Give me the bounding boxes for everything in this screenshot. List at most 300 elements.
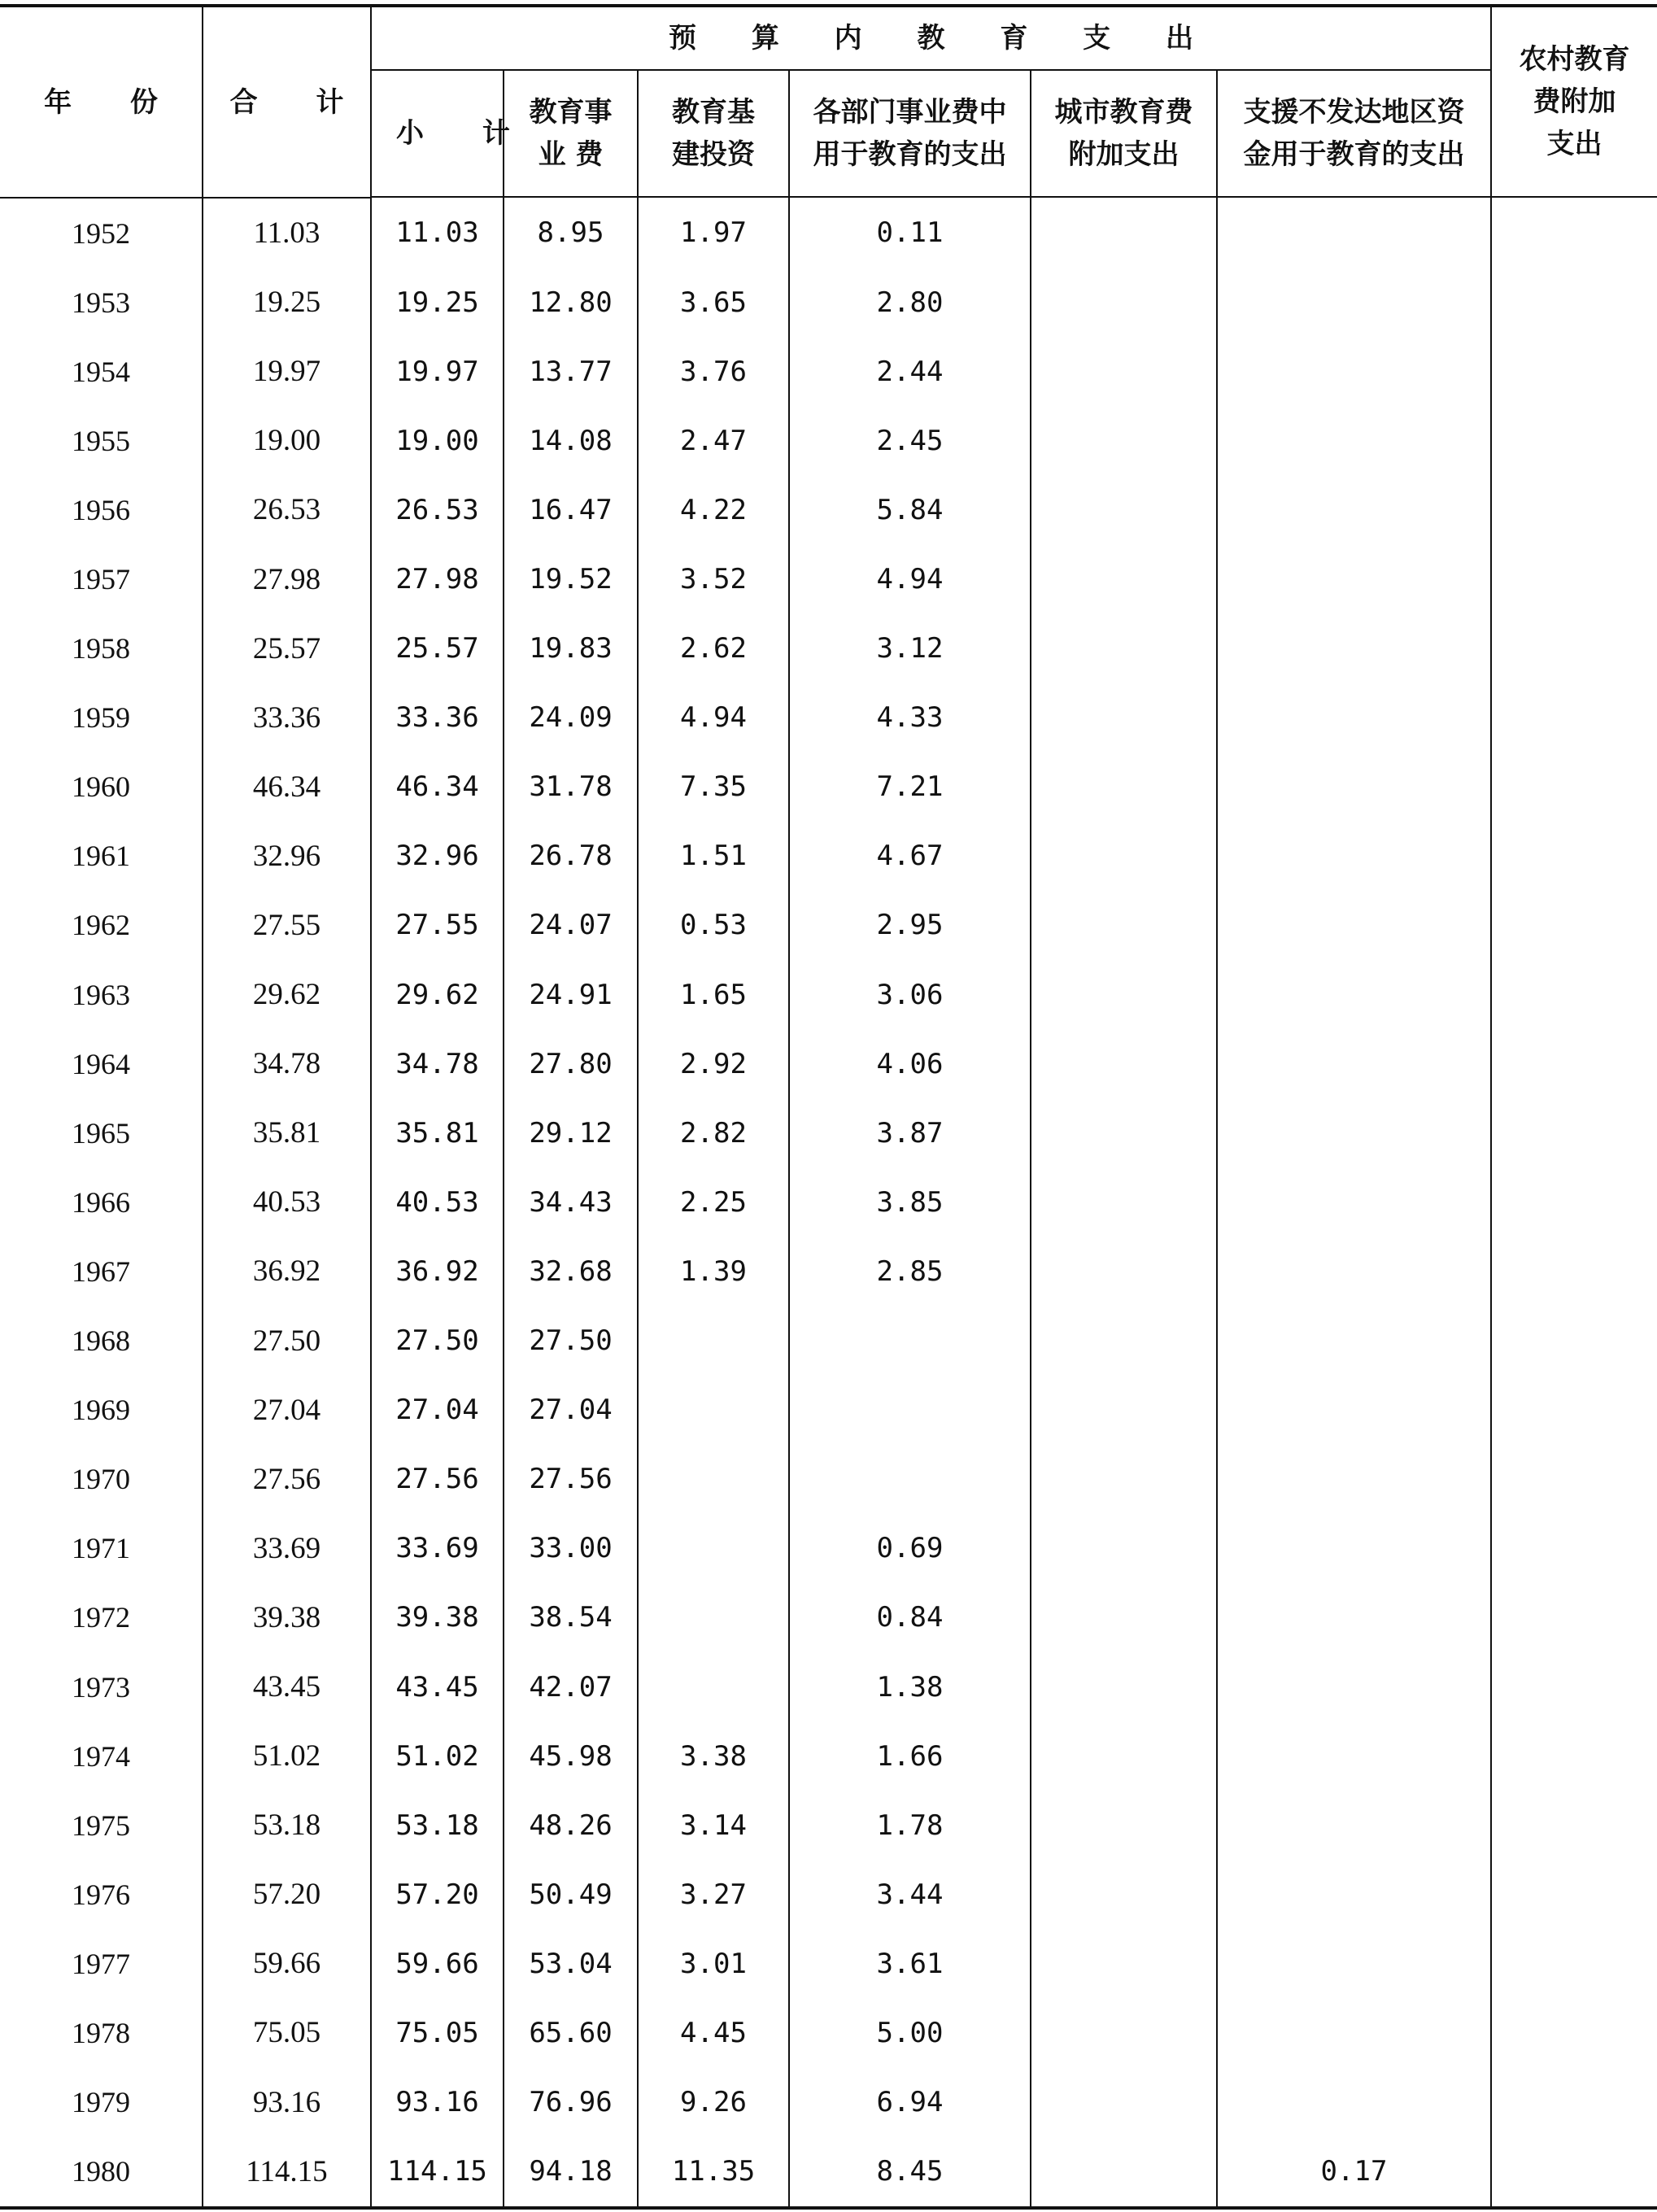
table-row — [0, 1998, 1657, 2067]
cell-year: 1960 — [72, 770, 130, 804]
cell-dept-edu: 1.66 — [789, 1721, 1031, 1791]
cell-underdeveloped — [1217, 614, 1491, 683]
cell-edu-capital: 3.14 — [638, 1791, 789, 1860]
cell-edu-operating: 16.47 — [504, 475, 638, 544]
cell-rural-surcharge — [1491, 891, 1657, 960]
cell-urban-surcharge — [1031, 960, 1217, 1029]
table-row — [0, 198, 1657, 268]
cell-subtotal: 93.16 — [371, 2068, 504, 2137]
cell-urban-surcharge — [1031, 753, 1217, 822]
cell-edu-operating: 13.77 — [504, 337, 638, 406]
cell-year: 1958 — [72, 632, 130, 665]
cell-underdeveloped — [1217, 1445, 1491, 1514]
cell-dept-edu: 7.21 — [789, 753, 1031, 822]
cell-edu-capital: 3.65 — [638, 268, 789, 337]
cell-total: 27.04 — [203, 1376, 371, 1445]
cell-rural-surcharge — [1491, 822, 1657, 891]
cell-urban-surcharge — [1031, 337, 1217, 406]
cell-edu-operating: 38.54 — [504, 1583, 638, 1652]
cell-subtotal: 114.15 — [371, 2137, 504, 2208]
cell-edu-capital: 9.26 — [638, 2068, 789, 2137]
cell-year: 1978 — [72, 2016, 130, 2049]
cell-edu-capital: 3.38 — [638, 1721, 789, 1791]
cell-urban-surcharge — [1031, 1721, 1217, 1791]
cell-dept-edu — [789, 1376, 1031, 1445]
cell-subtotal: 43.45 — [371, 1652, 504, 1721]
cell-dept-edu — [789, 1445, 1031, 1514]
cell-underdeveloped — [1217, 1514, 1491, 1583]
table-body — [0, 198, 1657, 2208]
cell-edu-operating: 26.78 — [504, 822, 638, 891]
cell-edu-capital — [638, 1514, 789, 1583]
cell-edu-operating: 19.83 — [504, 614, 638, 683]
cell-urban-surcharge — [1031, 1583, 1217, 1652]
cell-dept-edu: 3.12 — [789, 614, 1031, 683]
cell-dept-edu: 8.45 — [789, 2137, 1031, 2208]
cell-subtotal: 27.56 — [371, 1445, 504, 1514]
cell-year: 1959 — [72, 701, 130, 735]
cell-subtotal: 27.50 — [371, 1307, 504, 1376]
cell-rural-surcharge — [1491, 198, 1657, 268]
cell-urban-surcharge — [1031, 198, 1217, 268]
cell-urban-surcharge — [1031, 1167, 1217, 1237]
cell-dept-edu: 5.84 — [789, 475, 1031, 544]
cell-subtotal: 75.05 — [371, 1998, 504, 2067]
table-row — [0, 475, 1657, 544]
cell-rural-surcharge — [1491, 1929, 1657, 1998]
table-row — [0, 1098, 1657, 1167]
header-urban-surcharge-line-1: 城市教育费 — [1054, 96, 1193, 129]
cell-year: 1962 — [72, 909, 130, 942]
cell-year: 1966 — [72, 1185, 130, 1219]
cell-year: 1980 — [0, 2137, 203, 2208]
cell-year: 1972 — [72, 1601, 130, 1634]
table-row — [0, 1791, 1657, 1860]
cell-total: 43.45 — [203, 1652, 371, 1721]
cell-edu-operating: 27.56 — [504, 1445, 638, 1514]
cell-dept-edu: 0.69 — [789, 1514, 1031, 1583]
table-row — [0, 1514, 1657, 1583]
cell-edu-capital: 2.82 — [638, 1098, 789, 1167]
cell-dept-edu: 2.44 — [789, 337, 1031, 406]
header-budget-group-label: 预 算 内 教 育 支 出 — [668, 22, 1217, 55]
cell-urban-surcharge — [1031, 1791, 1217, 1860]
cell-edu-operating: 34.43 — [504, 1167, 638, 1237]
header-underdeveloped-line-1: 支援不发达地区资 — [1243, 96, 1465, 129]
table-row — [0, 1860, 1657, 1929]
cell-urban-surcharge — [1031, 891, 1217, 960]
cell-edu-capital: 3.27 — [638, 1860, 789, 1929]
cell-subtotal: 33.69 — [371, 1514, 504, 1583]
cell-urban-surcharge — [1031, 475, 1217, 544]
education-expenditure-table-container — [0, 4, 1657, 2210]
cell-rural-surcharge — [1491, 2137, 1657, 2208]
cell-edu-capital — [638, 1445, 789, 1514]
cell-subtotal: 36.92 — [371, 1237, 504, 1306]
header-underdeveloped — [1217, 70, 1491, 197]
cell-rural-surcharge — [1491, 1445, 1657, 1514]
header-dept-edu-line-2: 用于教育的支出 — [813, 138, 1007, 171]
cell-urban-surcharge — [1031, 1860, 1217, 1929]
cell-edu-operating: 27.50 — [504, 1307, 638, 1376]
header-edu-operating-line-1: 教育事 — [529, 96, 613, 129]
cell-urban-surcharge — [1031, 1237, 1217, 1306]
cell-year: 1956 — [72, 493, 130, 526]
cell-dept-edu: 3.44 — [789, 1860, 1031, 1929]
header-underdeveloped-line-2: 金用于教育的支出 — [1243, 138, 1465, 171]
cell-dept-edu: 3.06 — [789, 960, 1031, 1029]
cell-dept-edu: 4.67 — [789, 822, 1031, 891]
cell-year: 1954 — [72, 355, 130, 388]
cell-edu-capital: 3.52 — [638, 544, 789, 613]
header-urban-surcharge — [1031, 70, 1217, 197]
header-total-label: 合 计 — [229, 85, 368, 119]
cell-edu-operating: 27.80 — [504, 1029, 638, 1098]
cell-urban-surcharge — [1031, 1652, 1217, 1721]
cell-underdeveloped — [1217, 475, 1491, 544]
cell-total: 36.92 — [203, 1237, 371, 1306]
cell-subtotal: 51.02 — [371, 1721, 504, 1791]
cell-urban-surcharge — [1031, 1098, 1217, 1167]
cell-rural-surcharge — [1491, 1514, 1657, 1583]
cell-dept-edu: 2.95 — [789, 891, 1031, 960]
table-row — [0, 2068, 1657, 2137]
cell-year: 1964 — [72, 1047, 130, 1080]
cell-total: 57.20 — [203, 1860, 371, 1929]
cell-subtotal: 19.97 — [371, 337, 504, 406]
cell-urban-surcharge — [1031, 1445, 1217, 1514]
cell-underdeveloped — [1217, 1791, 1491, 1860]
table-row — [0, 1445, 1657, 1514]
cell-edu-capital: 4.45 — [638, 1998, 789, 2067]
cell-underdeveloped — [1217, 406, 1491, 475]
cell-urban-surcharge — [1031, 1998, 1217, 2067]
cell-rural-surcharge — [1491, 1583, 1657, 1652]
cell-underdeveloped — [1217, 753, 1491, 822]
cell-underdeveloped — [1217, 1998, 1491, 2067]
cell-year: 1977 — [72, 1947, 130, 1980]
cell-edu-capital: 0.53 — [638, 891, 789, 960]
cell-total: 59.66 — [203, 1929, 371, 1998]
cell-rural-surcharge — [1491, 1029, 1657, 1098]
cell-edu-capital: 2.47 — [638, 406, 789, 475]
cell-rural-surcharge — [1491, 1860, 1657, 1929]
header-year — [0, 6, 203, 197]
table-row — [0, 1652, 1657, 1721]
table-row — [0, 891, 1657, 960]
cell-subtotal: 33.36 — [371, 683, 504, 753]
cell-total: 35.81 — [203, 1098, 371, 1167]
cell-year: 1963 — [72, 978, 130, 1011]
table-row — [0, 1583, 1657, 1652]
cell-subtotal: 11.03 — [371, 198, 504, 268]
cell-edu-operating: 45.98 — [504, 1721, 638, 1791]
cell-subtotal: 29.62 — [371, 960, 504, 1029]
cell-dept-edu: 0.11 — [789, 198, 1031, 268]
cell-subtotal: 25.57 — [371, 614, 504, 683]
cell-year: 1955 — [72, 424, 130, 457]
table-row — [0, 2137, 1657, 2208]
cell-urban-surcharge — [1031, 683, 1217, 753]
cell-urban-surcharge — [1031, 2068, 1217, 2137]
cell-edu-capital: 3.01 — [638, 1929, 789, 1998]
cell-dept-edu: 4.33 — [789, 683, 1031, 753]
cell-edu-capital: 4.94 — [638, 683, 789, 753]
cell-rural-surcharge — [1491, 544, 1657, 613]
table-row — [0, 1237, 1657, 1306]
header-edu-capital-line-1: 教育基 — [672, 96, 755, 129]
cell-dept-edu: 4.06 — [789, 1029, 1031, 1098]
cell-rural-surcharge — [1491, 268, 1657, 337]
cell-total: 93.16 — [203, 2068, 371, 2137]
cell-dept-edu: 3.85 — [789, 1167, 1031, 1237]
cell-urban-surcharge — [1031, 544, 1217, 613]
cell-edu-operating: 32.68 — [504, 1237, 638, 1306]
cell-dept-edu: 4.94 — [789, 544, 1031, 613]
cell-edu-operating: 19.52 — [504, 544, 638, 613]
cell-total: 26.53 — [203, 475, 371, 544]
cell-edu-capital — [638, 1307, 789, 1376]
cell-total: 33.36 — [203, 683, 371, 753]
cell-edu-operating: 65.60 — [504, 1998, 638, 2067]
table-row — [0, 268, 1657, 337]
cell-rural-surcharge — [1491, 337, 1657, 406]
cell-edu-operating: 31.78 — [504, 753, 638, 822]
cell-edu-operating: 14.08 — [504, 406, 638, 475]
cell-rural-surcharge — [1491, 1098, 1657, 1167]
cell-dept-edu: 3.87 — [789, 1098, 1031, 1167]
header-edu-capital — [638, 70, 789, 197]
cell-urban-surcharge — [1031, 1307, 1217, 1376]
cell-underdeveloped — [1217, 2068, 1491, 2137]
cell-rural-surcharge — [1491, 1307, 1657, 1376]
cell-rural-surcharge — [1491, 683, 1657, 753]
header-rural-surcharge-line-3: 支出 — [1546, 128, 1602, 160]
cell-rural-surcharge — [1491, 1167, 1657, 1237]
header-rural-surcharge — [1491, 6, 1657, 197]
cell-total: 25.57 — [203, 614, 371, 683]
cell-subtotal: 27.04 — [371, 1376, 504, 1445]
cell-edu-operating: 33.00 — [504, 1514, 638, 1583]
cell-edu-capital: 7.35 — [638, 753, 789, 822]
cell-edu-capital: 2.25 — [638, 1167, 789, 1237]
cell-underdeveloped — [1217, 1583, 1491, 1652]
cell-edu-capital: 1.65 — [638, 960, 789, 1029]
cell-dept-edu: 1.38 — [789, 1652, 1031, 1721]
cell-year: 1965 — [72, 1116, 130, 1150]
cell-edu-capital: 1.97 — [638, 198, 789, 268]
cell-subtotal: 53.18 — [371, 1791, 504, 1860]
cell-year: 1957 — [72, 563, 130, 596]
cell-edu-operating: 53.04 — [504, 1929, 638, 1998]
cell-year: 1971 — [72, 1532, 130, 1565]
header-year-label: 年 份 — [44, 85, 182, 119]
cell-underdeveloped — [1217, 1098, 1491, 1167]
cell-dept-edu: 1.78 — [789, 1791, 1031, 1860]
cell-dept-edu: 2.45 — [789, 406, 1031, 475]
header-rural-surcharge-line-2: 费附加 — [1533, 85, 1616, 118]
cell-urban-surcharge — [1031, 1029, 1217, 1098]
cell-subtotal: 27.98 — [371, 544, 504, 613]
cell-edu-operating: 50.49 — [504, 1860, 638, 1929]
cell-subtotal: 35.81 — [371, 1098, 504, 1167]
cell-urban-surcharge — [1031, 614, 1217, 683]
cell-rural-surcharge — [1491, 406, 1657, 475]
cell-year: 1953 — [72, 286, 130, 319]
cell-subtotal: 27.55 — [371, 891, 504, 960]
cell-rural-surcharge — [1491, 1791, 1657, 1860]
header-row-1 — [0, 6, 1657, 70]
cell-underdeveloped — [1217, 822, 1491, 891]
cell-underdeveloped — [1217, 1376, 1491, 1445]
cell-rural-surcharge — [1491, 753, 1657, 822]
cell-subtotal: 59.66 — [371, 1929, 504, 1998]
cell-underdeveloped — [1217, 268, 1491, 337]
cell-edu-operating: 27.04 — [504, 1376, 638, 1445]
cell-rural-surcharge — [1491, 1998, 1657, 2067]
cell-subtotal: 34.78 — [371, 1029, 504, 1098]
cell-total: 32.96 — [203, 822, 371, 891]
cell-underdeveloped — [1217, 1307, 1491, 1376]
cell-edu-operating: 76.96 — [504, 2068, 638, 2137]
cell-year: 1973 — [72, 1670, 130, 1704]
cell-underdeveloped — [1217, 198, 1491, 268]
cell-underdeveloped — [1217, 1029, 1491, 1098]
cell-underdeveloped — [1217, 1929, 1491, 1998]
cell-edu-operating: 12.80 — [504, 268, 638, 337]
cell-dept-edu: 5.00 — [789, 1998, 1031, 2067]
cell-edu-capital: 1.39 — [638, 1237, 789, 1306]
cell-total: 29.62 — [203, 960, 371, 1029]
cell-rural-surcharge — [1491, 960, 1657, 1029]
cell-underdeveloped — [1217, 337, 1491, 406]
cell-underdeveloped — [1217, 1167, 1491, 1237]
cell-edu-capital: 4.22 — [638, 475, 789, 544]
cell-subtotal: 46.34 — [371, 753, 504, 822]
cell-underdeveloped — [1217, 1237, 1491, 1306]
cell-underdeveloped: 0.17 — [1217, 2137, 1491, 2208]
cell-urban-surcharge — [1031, 822, 1217, 891]
cell-edu-operating: 24.07 — [504, 891, 638, 960]
cell-year: 1969 — [72, 1394, 130, 1427]
cell-edu-operating: 94.18 — [504, 2137, 638, 2208]
cell-underdeveloped — [1217, 1860, 1491, 1929]
cell-subtotal: 26.53 — [371, 475, 504, 544]
cell-urban-surcharge — [1031, 1929, 1217, 1998]
cell-rural-surcharge — [1491, 475, 1657, 544]
cell-rural-surcharge — [1491, 1376, 1657, 1445]
cell-year: 1970 — [72, 1463, 130, 1496]
cell-underdeveloped — [1217, 683, 1491, 753]
cell-dept-edu: 3.61 — [789, 1929, 1031, 1998]
cell-year: 1968 — [72, 1324, 130, 1358]
cell-edu-capital — [638, 1652, 789, 1721]
cell-subtotal: 39.38 — [371, 1583, 504, 1652]
cell-dept-edu — [789, 1307, 1031, 1376]
cell-subtotal: 19.00 — [371, 406, 504, 475]
cell-edu-operating: 48.26 — [504, 1791, 638, 1860]
table-row — [0, 337, 1657, 406]
cell-edu-operating: 24.09 — [504, 683, 638, 753]
table-row — [0, 822, 1657, 891]
cell-edu-capital: 2.92 — [638, 1029, 789, 1098]
cell-year: 1979 — [72, 2086, 130, 2119]
header-edu-operating-line-2: 业 费 — [538, 138, 604, 171]
header-budget-group — [371, 6, 1491, 70]
cell-total: 34.78 — [203, 1029, 371, 1098]
cell-total: 53.18 — [203, 1791, 371, 1860]
cell-total: 46.34 — [203, 753, 371, 822]
table-header — [0, 6, 1657, 198]
cell-subtotal: 40.53 — [371, 1167, 504, 1237]
cell-total: 27.98 — [203, 544, 371, 613]
header-subtotal-label: 小 计 — [396, 117, 534, 150]
cell-edu-capital — [638, 1583, 789, 1652]
cell-total: 27.55 — [203, 891, 371, 960]
cell-year: 1974 — [72, 1739, 130, 1773]
cell-edu-operating: 42.07 — [504, 1652, 638, 1721]
cell-rural-surcharge — [1491, 1721, 1657, 1791]
cell-total: 51.02 — [203, 1721, 371, 1791]
cell-rural-surcharge — [1491, 1237, 1657, 1306]
cell-subtotal: 57.20 — [371, 1860, 504, 1929]
table-row — [0, 614, 1657, 683]
header-dept-edu-line-1: 各部门事业费中 — [813, 96, 1007, 129]
cell-subtotal: 19.25 — [371, 268, 504, 337]
cell-total: 33.69 — [203, 1514, 371, 1583]
cell-edu-capital: 2.62 — [638, 614, 789, 683]
header-edu-capital-line-2: 建投资 — [672, 138, 755, 171]
cell-urban-surcharge — [1031, 406, 1217, 475]
table-row — [0, 406, 1657, 475]
table-row — [0, 1929, 1657, 1998]
header-rural-surcharge-line-1: 农村教育 — [1519, 43, 1630, 76]
header-urban-surcharge-line-2: 附加支出 — [1068, 138, 1180, 171]
cell-dept-edu: 6.94 — [789, 2068, 1031, 2137]
cell-urban-surcharge — [1031, 1514, 1217, 1583]
cell-dept-edu: 2.80 — [789, 268, 1031, 337]
header-total — [203, 6, 371, 197]
cell-year: 1952 — [72, 216, 130, 250]
cell-edu-capital: 1.51 — [638, 822, 789, 891]
cell-edu-capital — [638, 1376, 789, 1445]
cell-underdeveloped — [1217, 1652, 1491, 1721]
cell-total: 27.50 — [203, 1307, 371, 1376]
cell-rural-surcharge — [1491, 2068, 1657, 2137]
cell-urban-surcharge — [1031, 1376, 1217, 1445]
table-row — [0, 1307, 1657, 1376]
cell-year: 1975 — [72, 1808, 130, 1842]
cell-total: 75.05 — [203, 1998, 371, 2067]
cell-edu-operating: 8.95 — [504, 198, 638, 268]
cell-total: 27.56 — [203, 1445, 371, 1514]
table-row — [0, 683, 1657, 753]
table-row — [0, 753, 1657, 822]
cell-year: 1961 — [72, 840, 130, 873]
table-row — [0, 544, 1657, 613]
cell-total: 40.53 — [203, 1167, 371, 1237]
cell-edu-operating: 24.91 — [504, 960, 638, 1029]
cell-underdeveloped — [1217, 1721, 1491, 1791]
cell-underdeveloped — [1217, 891, 1491, 960]
cell-underdeveloped — [1217, 960, 1491, 1029]
cell-subtotal: 32.96 — [371, 822, 504, 891]
table-row — [0, 1721, 1657, 1791]
table-row — [0, 1029, 1657, 1098]
header-dept-edu — [789, 70, 1031, 197]
cell-underdeveloped — [1217, 544, 1491, 613]
cell-total: 19.00 — [203, 406, 371, 475]
